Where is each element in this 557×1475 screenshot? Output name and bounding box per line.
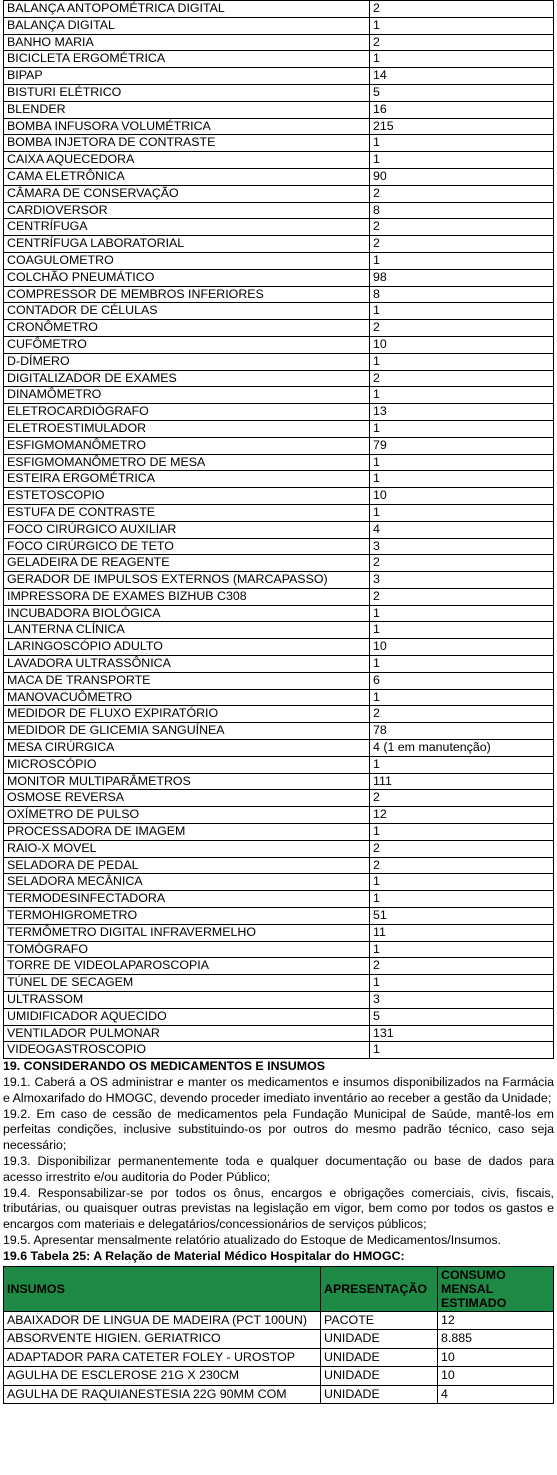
table-row <box>4 454 554 471</box>
header-consumo: CONSUMO MENSAL ESTIMADO <box>438 1266 554 1311</box>
equipment-name-cell: LANTERNA CLÍNICA <box>4 622 370 639</box>
equipment-quantity-cell: 111 <box>370 773 554 790</box>
table-row <box>4 286 554 303</box>
table-row <box>4 992 554 1009</box>
equipment-quantity-cell: 1 <box>370 1042 554 1059</box>
equipment-name-cell: TERMOHIGROMETRO <box>4 908 370 925</box>
equipment-name-cell: DINAMÔMETRO <box>4 387 370 404</box>
equipment-name-cell: ELETROCARDIÓGRAFO <box>4 404 370 421</box>
equipment-quantity-cell: 11 <box>370 924 554 941</box>
equipment-quantity-cell: 2 <box>370 857 554 874</box>
equipment-name-cell: BLENDER <box>4 101 370 118</box>
equipment-quantity-cell: 10 <box>370 336 554 353</box>
equipment-name-cell: MONITOR MULTIPARÂMETROS <box>4 773 370 790</box>
equipment-name-cell: BOMBA INFUSORA VOLUMÉTRICA <box>4 118 370 135</box>
equipment-quantity-cell: 1 <box>370 471 554 488</box>
equipment-name-cell: GELADEIRA DE REAGENTE <box>4 555 370 572</box>
equipment-name-cell: ESTETOSCOPIO <box>4 488 370 505</box>
equipment-quantity-cell: 1 <box>370 975 554 992</box>
presentation-cell: UNIDADE <box>321 1385 438 1404</box>
monthly-consumption-cell: 10 <box>438 1367 554 1386</box>
table-row <box>4 404 554 421</box>
supply-name-cell: ABSORVENTE HIGIEN. GERIATRICO <box>4 1330 321 1349</box>
equipment-quantity-cell: 98 <box>370 269 554 286</box>
table-header-row <box>4 1266 554 1311</box>
table-row <box>4 1025 554 1042</box>
equipment-quantity-cell: 1 <box>370 504 554 521</box>
table-row <box>4 824 554 841</box>
table-row <box>4 68 554 85</box>
table-row <box>4 538 554 555</box>
equipment-quantity-cell: 3 <box>370 992 554 1009</box>
table-row <box>4 1348 554 1367</box>
equipment-name-cell: MACA DE TRANSPORTE <box>4 672 370 689</box>
equipment-quantity-cell: 13 <box>370 404 554 421</box>
paragraph-19-1: 19.1. Caberá a OS administrar e manter os medicamentos e insumos disponibilizados na Farmácia e Almoxarifado do HMOGC, devendo proceder imediato inventário ao receber a gestão da Unidade; <box>3 1075 554 1105</box>
table-row <box>4 521 554 538</box>
equipment-name-cell: COAGULOMETRO <box>4 252 370 269</box>
equipment-name-cell: TERMODESINFECTADORA <box>4 891 370 908</box>
table-row <box>4 756 554 773</box>
equipment-name-cell: COLCHÃO PNEUMÁTICO <box>4 269 370 286</box>
table-row <box>4 924 554 941</box>
equipment-quantity-cell: 3 <box>370 538 554 555</box>
table-row <box>4 1385 554 1404</box>
table-row <box>4 891 554 908</box>
table-row <box>4 572 554 589</box>
paragraph-19-5: 19.5. Apresentar mensalmente relatório atualizado do Estoque de Medicamentos/Insumos. <box>3 1232 501 1247</box>
equipment-name-cell: INCUBADORA BIOLÓGICA <box>4 605 370 622</box>
equipment-table-body <box>4 1 554 1059</box>
equipment-quantity-cell: 8 <box>370 286 554 303</box>
table-row <box>4 773 554 790</box>
equipment-quantity-cell: 1 <box>370 874 554 891</box>
table-row <box>4 101 554 118</box>
table-row <box>4 152 554 169</box>
equipment-quantity-cell: 2 <box>370 320 554 337</box>
equipment-quantity-cell: 1 <box>370 387 554 404</box>
equipment-name-cell: CARDIOVERSOR <box>4 202 370 219</box>
equipment-quantity-cell: 2 <box>370 236 554 253</box>
equipment-quantity-cell: 2 <box>370 555 554 572</box>
equipment-quantity-cell: 2 <box>370 706 554 723</box>
table-row <box>4 34 554 51</box>
table-title: 19.6 Tabela 25: A Relação de Material Médico Hospitalar do HMOGC: <box>3 1248 405 1263</box>
monthly-consumption-cell: 8.885 <box>438 1330 554 1349</box>
equipment-name-cell: BALANÇA ANTOPOMÉTRICA DIGITAL <box>4 1 370 18</box>
equipment-name-cell: PROCESSADORA DE IMAGEM <box>4 824 370 841</box>
table-row <box>4 17 554 34</box>
equipment-quantity-cell: 1 <box>370 420 554 437</box>
supply-name-cell: ABAIXADOR DE LINGUA DE MADEIRA (PCT 100UN) <box>4 1311 321 1330</box>
equipment-quantity-cell: 1 <box>370 135 554 152</box>
table-row <box>4 168 554 185</box>
equipment-quantity-cell: 1 <box>370 454 554 471</box>
medical-supplies-table <box>3 1266 554 1405</box>
equipment-quantity-cell: 10 <box>370 639 554 656</box>
table-row <box>4 353 554 370</box>
equipment-quantity-cell: 2 <box>370 840 554 857</box>
equipment-quantity-cell: 2 <box>370 1 554 18</box>
table-row <box>4 807 554 824</box>
equipment-quantity-cell: 3 <box>370 572 554 589</box>
equipment-name-cell: BALANÇA DIGITAL <box>4 17 370 34</box>
equipment-quantity-cell: 8 <box>370 202 554 219</box>
table-row <box>4 420 554 437</box>
equipment-quantity-cell: 12 <box>370 807 554 824</box>
equipment-quantity-cell: 1 <box>370 656 554 673</box>
table-row <box>4 672 554 689</box>
table-row <box>4 252 554 269</box>
table-row <box>4 269 554 286</box>
table-row <box>4 219 554 236</box>
equipment-quantity-cell: 6 <box>370 672 554 689</box>
equipment-name-cell: VIDEOGASTROSCOPIO <box>4 1042 370 1059</box>
equipment-name-cell: TERMÔMETRO DIGITAL INFRAVERMELHO <box>4 924 370 941</box>
equipment-name-cell: LARINGOSCÓPIO ADULTO <box>4 639 370 656</box>
equipment-name-cell: CAMA ELETRÔNICA <box>4 168 370 185</box>
equipment-name-cell: BIPAP <box>4 68 370 85</box>
equipment-name-cell: SELADORA DE PEDAL <box>4 857 370 874</box>
table-row <box>4 320 554 337</box>
table-row <box>4 790 554 807</box>
equipment-name-cell: ESFIGMOMANÔMETRO <box>4 437 370 454</box>
table-row <box>4 656 554 673</box>
table-row <box>4 488 554 505</box>
presentation-cell: UNIDADE <box>321 1330 438 1349</box>
monthly-consumption-cell: 12 <box>438 1311 554 1330</box>
equipment-quantity-cell: 2 <box>370 790 554 807</box>
equipment-quantity-cell: 1 <box>370 605 554 622</box>
equipment-name-cell: COMPRESSOR DE MEMBROS INFERIORES <box>4 286 370 303</box>
equipment-name-cell: MICROSCÓPIO <box>4 756 370 773</box>
equipment-quantity-cell: 4 <box>370 521 554 538</box>
equipment-name-cell: MESA CIRÚRGICA <box>4 740 370 757</box>
table-row <box>4 723 554 740</box>
equipment-name-cell: ELETROESTIMULADOR <box>4 420 370 437</box>
equipment-quantity-cell: 1 <box>370 252 554 269</box>
equipment-quantity-cell: 5 <box>370 1008 554 1025</box>
table-row <box>4 1 554 18</box>
equipment-quantity-cell: 215 <box>370 118 554 135</box>
equipment-name-cell: SELADORA MECÂNICA <box>4 874 370 891</box>
equipment-name-cell: GERADOR DE IMPULSOS EXTERNOS (MARCAPASSO) <box>4 572 370 589</box>
equipment-quantity-cell: 79 <box>370 437 554 454</box>
equipment-quantity-cell: 1 <box>370 17 554 34</box>
equipment-quantity-cell: 14 <box>370 68 554 85</box>
supply-name-cell: ADAPTADOR PARA CATETER FOLEY - UROSTOP <box>4 1348 321 1367</box>
supply-name-cell: AGULHA DE ESCLEROSE 21G X 230CM <box>4 1367 321 1386</box>
equipment-name-cell: CÂMARA DE CONSERVAÇÃO <box>4 185 370 202</box>
equipment-name-cell: MEDIDOR DE FLUXO EXPIRATÓRIO <box>4 706 370 723</box>
equipment-name-cell: BISTURI ELÉTRICO <box>4 84 370 101</box>
table-row <box>4 1008 554 1025</box>
table-row <box>4 370 554 387</box>
table-row <box>4 303 554 320</box>
table-row <box>4 1311 554 1330</box>
equipment-quantity-cell: 1 <box>370 941 554 958</box>
equipment-name-cell: CRONÔMETRO <box>4 320 370 337</box>
equipment-name-cell: BICICLETA ERGOMÉTRICA <box>4 51 370 68</box>
table-row <box>4 437 554 454</box>
table-row <box>4 857 554 874</box>
equipment-name-cell: VENTILADOR PULMONAR <box>4 1025 370 1042</box>
equipment-quantity-cell: 2 <box>370 185 554 202</box>
equipment-name-cell: CENTRÍFUGA LABORATORIAL <box>4 236 370 253</box>
table-row <box>4 555 554 572</box>
table-row <box>4 135 554 152</box>
table-row <box>4 622 554 639</box>
equipment-name-cell: IMPRESSORA DE EXAMES BIZHUB C308 <box>4 588 370 605</box>
table-row <box>4 336 554 353</box>
equipment-quantity-cell: 1 <box>370 353 554 370</box>
equipment-quantity-cell: 2 <box>370 588 554 605</box>
table-row <box>4 639 554 656</box>
equipment-name-cell: ESFIGMOMANÔMETRO DE MESA <box>4 454 370 471</box>
table-row <box>4 236 554 253</box>
table-row <box>4 1330 554 1349</box>
equipment-quantity-cell: 2 <box>370 219 554 236</box>
equipment-name-cell: RAIO-X MOVEL <box>4 840 370 857</box>
table-row <box>4 941 554 958</box>
table-row <box>4 689 554 706</box>
equipment-quantity-cell: 2 <box>370 958 554 975</box>
table-row <box>4 740 554 757</box>
table-row <box>4 202 554 219</box>
equipment-quantity-cell: 1 <box>370 303 554 320</box>
table-row <box>4 118 554 135</box>
equipment-name-cell: FOCO CIRÚRGICO AUXILIAR <box>4 521 370 538</box>
equipment-name-cell: D-DÍMERO <box>4 353 370 370</box>
table-row <box>4 840 554 857</box>
equipment-table <box>3 0 554 1059</box>
equipment-name-cell: CAIXA AQUECEDORA <box>4 152 370 169</box>
table-row <box>4 471 554 488</box>
equipment-quantity-cell: 1 <box>370 891 554 908</box>
table-row <box>4 1367 554 1386</box>
equipment-name-cell: UMIDIFICADOR AQUECIDO <box>4 1008 370 1025</box>
table-row <box>4 908 554 925</box>
monthly-consumption-cell: 4 <box>438 1385 554 1404</box>
presentation-cell: PACOTE <box>321 1311 438 1330</box>
equipment-name-cell: ESTEIRA ERGOMÉTRICA <box>4 471 370 488</box>
equipment-quantity-cell: 2 <box>370 34 554 51</box>
table-row <box>4 51 554 68</box>
equipment-name-cell: CUFÔMETRO <box>4 336 370 353</box>
medical-supplies-body <box>4 1311 554 1404</box>
equipment-name-cell: OXÍMETRO DE PULSO <box>4 807 370 824</box>
equipment-quantity-cell: 16 <box>370 101 554 118</box>
table-row <box>4 504 554 521</box>
presentation-cell: UNIDADE <box>321 1367 438 1386</box>
paragraph-19-2: 19.2. Em caso de cessão de medicamentos pela Fundação Municipal de Saúde, mantê-los em perfeitas condições, inclusive substituindo-os por outros do mesmo padrão técnico, caso seja necessário; <box>3 1106 554 1153</box>
equipment-name-cell: CENTRÍFUGA <box>4 219 370 236</box>
section-heading: 19. CONSIDERANDO OS MEDICAMENTOS E INSUMOS <box>3 1059 325 1074</box>
equipment-name-cell: ULTRASSOM <box>4 992 370 1009</box>
equipment-name-cell: ESTUFA DE CONTRASTE <box>4 504 370 521</box>
equipment-quantity-cell: 1 <box>370 152 554 169</box>
table-row <box>4 185 554 202</box>
table-row <box>4 588 554 605</box>
equipment-quantity-cell: 1 <box>370 622 554 639</box>
equipment-name-cell: DIGITALIZADOR DE EXAMES <box>4 370 370 387</box>
table-row <box>4 605 554 622</box>
equipment-name-cell: TOMÓGRAFO <box>4 941 370 958</box>
table-row <box>4 975 554 992</box>
table-row <box>4 874 554 891</box>
equipment-quantity-cell: 90 <box>370 168 554 185</box>
table-row <box>4 84 554 101</box>
table-row <box>4 1042 554 1059</box>
equipment-name-cell: BANHO MARIA <box>4 34 370 51</box>
equipment-quantity-cell: 10 <box>370 488 554 505</box>
equipment-name-cell: BOMBA INJETORA DE CONTRASTE <box>4 135 370 152</box>
table-row <box>4 706 554 723</box>
equipment-quantity-cell: 2 <box>370 370 554 387</box>
equipment-name-cell: FOCO CIRÚRGICO DE TETO <box>4 538 370 555</box>
equipment-quantity-cell: 1 <box>370 689 554 706</box>
equipment-name-cell: MANOVACUÔMETRO <box>4 689 370 706</box>
supply-name-cell: AGULHA DE RAQUIANESTESIA 22G 90MM COM <box>4 1385 321 1404</box>
equipment-quantity-cell: 5 <box>370 84 554 101</box>
equipment-name-cell: TÚNEL DE SECAGEM <box>4 975 370 992</box>
equipment-quantity-cell: 51 <box>370 908 554 925</box>
equipment-quantity-cell: 131 <box>370 1025 554 1042</box>
equipment-quantity-cell: 78 <box>370 723 554 740</box>
equipment-name-cell: OSMOSE REVERSA <box>4 790 370 807</box>
paragraph-19-3: 19.3. Disponibilizar permanentemente toda e qualquer documentação ou base de dados para acesso irrestrito e/ou auditoria do Poder Público; <box>3 1153 554 1184</box>
monthly-consumption-cell: 10 <box>438 1348 554 1367</box>
equipment-name-cell: MEDIDOR DE GLICEMIA SANGUÍNEA <box>4 723 370 740</box>
header-apresentacao: APRESENTAÇÃO <box>321 1266 438 1311</box>
presentation-cell: UNIDADE <box>321 1348 438 1367</box>
equipment-quantity-cell: 4 (1 em manutenção) <box>370 740 554 757</box>
equipment-quantity-cell: 1 <box>370 51 554 68</box>
equipment-quantity-cell: 1 <box>370 824 554 841</box>
equipment-name-cell: TORRE DE VIDEOLAPAROSCOPIA <box>4 958 370 975</box>
paragraph-19-4: 19.4. Responsabilizar-se por todos os ônus, encargos e obrigações comerciais, civis, fiscais, tributárias, ou quaisquer outras previstas na legislação em vigor, bem como por todos os gastos e encargos com materiais e delegatários/concessionários de serviços públicos; <box>3 1185 554 1232</box>
equipment-name-cell: LAVADORA ULTRASSÔNICA <box>4 656 370 673</box>
header-insumos: INSUMOS <box>4 1266 321 1311</box>
table-row <box>4 958 554 975</box>
equipment-name-cell: CONTADOR DE CÉLULAS <box>4 303 370 320</box>
equipment-quantity-cell: 1 <box>370 756 554 773</box>
table-row <box>4 387 554 404</box>
